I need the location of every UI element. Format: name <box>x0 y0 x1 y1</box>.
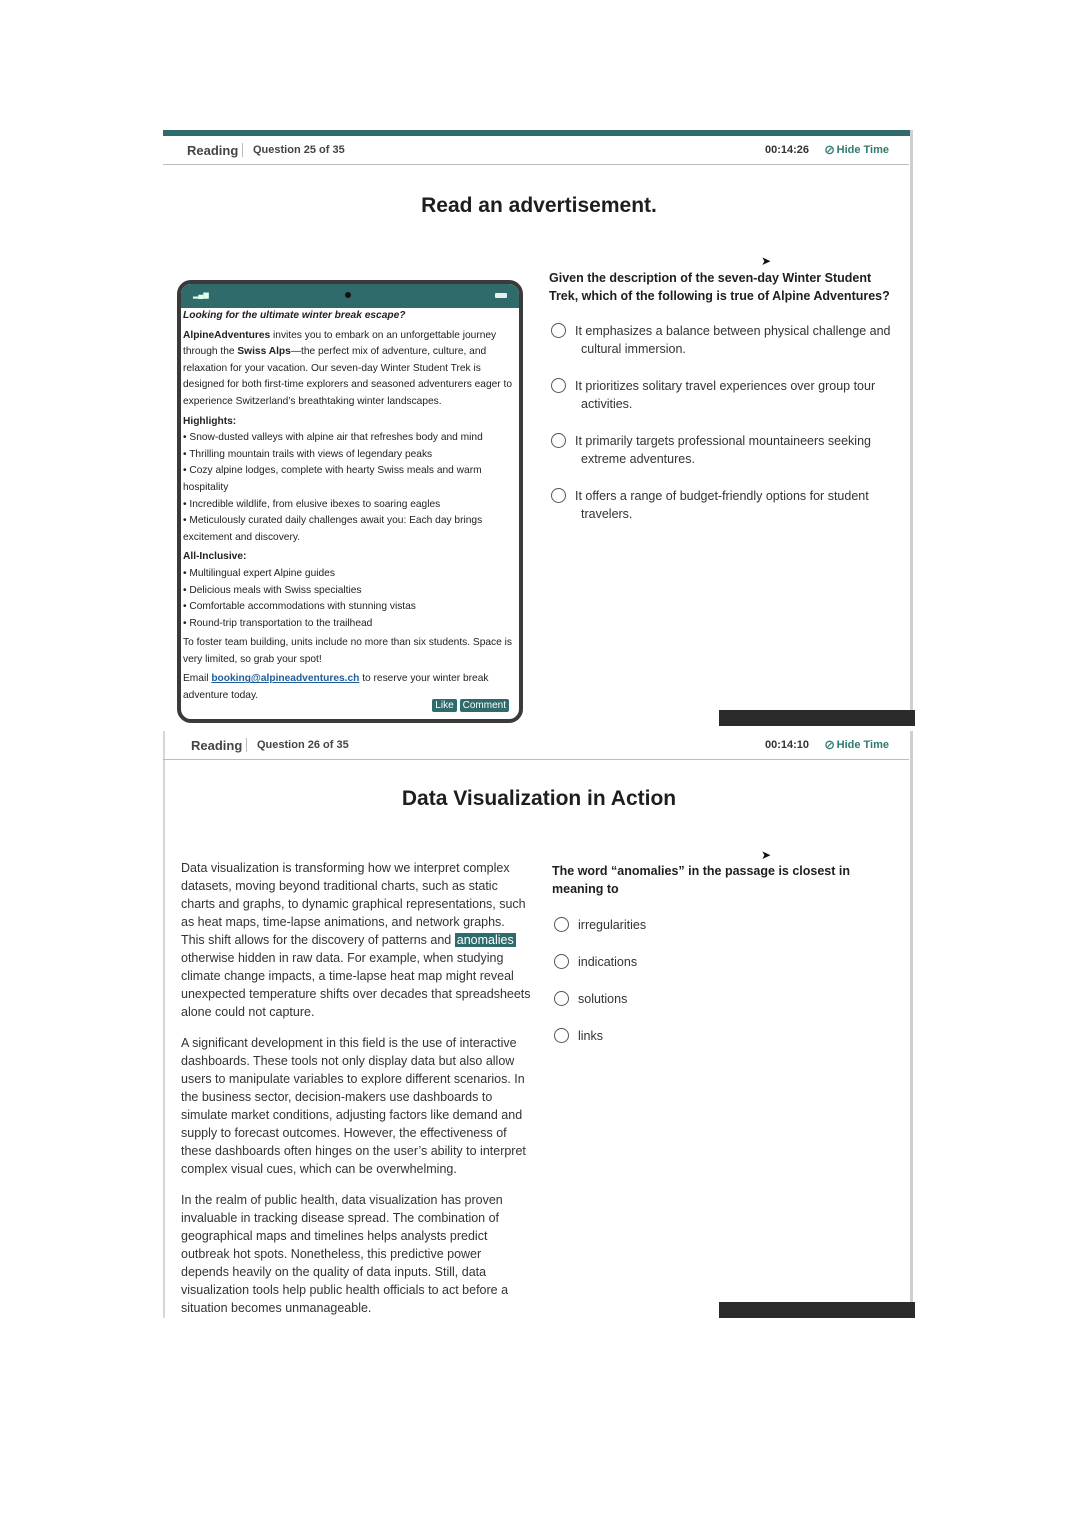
eye-slash-icon[interactable]: ⊘ <box>824 142 835 157</box>
inclusive-item: • Round-trip transportation to the trailhead <box>183 617 373 629</box>
highlight-item: • Snow-dusted valleys with alpine air that refreshes body and mind <box>183 432 483 444</box>
email-link[interactable]: booking@alpineadventures.ch <box>211 673 360 685</box>
option-text: solutions <box>578 992 628 1006</box>
option-text: extreme adventures. <box>581 452 695 466</box>
battery-icon <box>495 293 507 298</box>
answer-option[interactable] <box>551 322 901 358</box>
option-text: irregularities <box>578 918 647 932</box>
option-text: It emphasizes a balance between physical challenge and <box>575 324 891 338</box>
radio-button[interactable] <box>551 433 566 448</box>
comment-button[interactable]: Comment <box>460 699 509 712</box>
passage-paragraph: In the realm of public health, data visualization has proven invaluable in tracking disease spread. The combination of geographical maps and timelines helps analysts predict outbreak hot spots. Nonetheless, this predictive power depends heavily on the quality of data inputs. Still, data visualization tools help public health officials to act before a situation becomes unmanageable. <box>181 1193 509 1315</box>
test-header <box>163 731 909 760</box>
answer-option[interactable] <box>554 990 754 1008</box>
ad-actions <box>429 695 509 713</box>
highlight-item: • Cozy alpine lodges, complete with hearty Swiss meals and warm hospitality <box>183 465 482 493</box>
ad-swiss-alps: Swiss Alps <box>237 346 291 358</box>
radio-button[interactable] <box>554 1028 569 1043</box>
passage-text: otherwise hidden in raw data. For example, when studying climate change impacts, a time-lapse heat map might reveal unexpected temperature shifts over decades that spreadsheets alone could not capture. <box>181 951 531 1019</box>
answer-option[interactable] <box>551 487 901 523</box>
header-divider <box>242 143 243 157</box>
highlighted-word: anomalies <box>456 933 514 947</box>
like-button[interactable]: Like <box>432 699 456 712</box>
ad-intro-part2: —the perfect mix of adventure, culture, and relaxation for your vacation. Our seven-day Winter Student Trek is designed for both first-time explorers and seasoned adventurers eager to experience Switzerland’s breathtaking winter landscapes. <box>183 346 513 407</box>
passage-paragraph <box>181 859 531 1021</box>
inclusive-item: • Comfortable accommodations with stunning vistas <box>183 601 416 613</box>
option-text: It prioritizes solitary travel experiences over group tour <box>575 379 876 393</box>
bottom-bar <box>719 1302 915 1318</box>
mouse-cursor-icon: ➤ <box>761 254 772 268</box>
inclusive-title: All-Inclusive: <box>183 551 247 563</box>
question-counter: Question 25 of 35 <box>253 144 345 156</box>
highlight-item: • Thrilling mountain trails with views of legendary peaks <box>183 448 433 460</box>
option-text: It primarily targets professional mountaineers seeking <box>575 434 871 448</box>
section-label: Reading <box>187 143 239 158</box>
section-label: Reading <box>191 738 243 753</box>
option-text: travelers. <box>581 507 633 521</box>
option-text: links <box>578 1029 604 1043</box>
passage-paragraph: A significant development in this field is the use of interactive dashboards. These tools not only display data but also allow users to manipulate variables to explore different scenarios. In the business sector, decision-makers use dashboards to simulate market conditions, adjusting factors like demand and supply to forecast outcomes. However, the effectiveness of these dashboards often hinges on the user’s ability to interpret complex visual cues, which can be overwhelming. <box>181 1036 526 1176</box>
radio-button[interactable] <box>551 488 566 503</box>
left-border <box>163 731 165 1318</box>
ad-note: To foster team building, units include no more than six students. Space is very limited, so grab your spot! <box>183 637 513 665</box>
signal-icon: ▂▄▆ <box>193 292 209 299</box>
hide-time-button[interactable]: Hide Time <box>836 739 889 751</box>
radio-button[interactable] <box>551 378 566 393</box>
highlight-item: • Meticulously curated daily challenges await you: Each day brings excitement and discovery. <box>183 515 483 543</box>
email-prefix: Email <box>183 673 212 685</box>
radio-button[interactable] <box>554 991 569 1006</box>
phone-status-bar <box>181 284 519 308</box>
radio-button[interactable] <box>554 917 569 932</box>
radio-button[interactable] <box>551 323 566 338</box>
option-text: indications <box>578 955 638 969</box>
bottom-bar <box>719 710 915 726</box>
email-suffix: to reserve your winter break adventure today. <box>183 673 489 702</box>
answer-option[interactable] <box>551 432 901 468</box>
right-border <box>910 731 913 1318</box>
page-title: Data Visualization in Action <box>401 787 677 810</box>
advertisement-text <box>183 308 517 705</box>
question-prompt: Given the description of the seven-day Winter Student Trek, which of the following is true of Alpine Adventures? <box>549 271 890 303</box>
answer-option[interactable] <box>554 1027 754 1045</box>
hide-time-button[interactable]: Hide Time <box>836 144 889 156</box>
option-text: It offers a range of budget-friendly options for student <box>575 489 869 503</box>
ad-brand: AlpineAdventures <box>183 329 271 341</box>
timer: 00:14:26 <box>764 144 809 156</box>
advertisement-phone <box>177 280 523 723</box>
page-title: Read an advertisement. <box>421 194 657 217</box>
answer-option[interactable] <box>554 916 754 934</box>
header-divider <box>246 738 247 752</box>
ad-intro-part1: invites you to embark on an unforgettable journey through the <box>183 329 497 358</box>
option-text: cultural immersion. <box>581 342 686 356</box>
ad-headline: Looking for the ultimate winter break escape? <box>183 310 406 321</box>
option-text: activities. <box>581 397 633 411</box>
answer-option[interactable] <box>554 953 754 971</box>
highlight-item: • Incredible wildlife, from elusive ibexes to soaring eagles <box>183 498 441 510</box>
timer: 00:14:10 <box>764 739 809 751</box>
test-header <box>163 136 909 165</box>
inclusive-item: • Delicious meals with Swiss specialties <box>183 584 362 596</box>
ad-intro <box>183 328 517 411</box>
eye-slash-icon[interactable]: ⊘ <box>824 737 835 752</box>
question-26-screen <box>163 731 915 1318</box>
radio-button[interactable] <box>554 954 569 969</box>
right-border <box>910 130 913 726</box>
inclusive-item: • Multilingual expert Alpine guides <box>183 567 335 579</box>
question-counter: Question 26 of 35 <box>257 739 349 751</box>
reading-passage <box>181 859 531 1318</box>
answer-option[interactable] <box>551 377 901 413</box>
highlights-title: Highlights: <box>183 415 237 427</box>
passage-text: Data visualization is transforming how we interpret complex datasets, moving beyond traditional charts, such as static charts and graphs, to dynamic graphical representations, such as heat maps, time-lapse animations, and network graphs. This shift allows for the discovery of patterns and <box>181 861 526 947</box>
question-25-screen <box>163 130 915 726</box>
mouse-cursor-icon: ➤ <box>761 848 772 862</box>
camera-icon <box>345 292 351 298</box>
question-prompt: The word “anomalies” in the passage is closest in meaning to <box>552 864 851 896</box>
